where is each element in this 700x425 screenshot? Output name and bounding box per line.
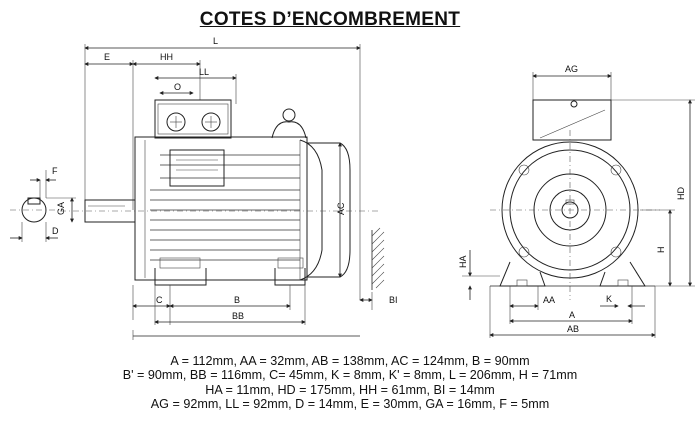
dimension-specs xyxy=(0,354,700,412)
label-aa: AA xyxy=(543,295,556,305)
label-ha: HA xyxy=(458,255,468,268)
page-title: COTES D’ENCOMBREMENT xyxy=(199,9,461,30)
label-ab: AB xyxy=(567,324,580,334)
foot-rear xyxy=(275,268,305,285)
label-c: C xyxy=(156,295,163,305)
spec-line-2: B' = 90mm, BB = 116mm, C= 45mm, K = 8mm, K' = 8mm, L = 206mm, H = 71mm xyxy=(122,368,578,383)
label-k: K xyxy=(606,294,613,304)
label-o: O xyxy=(174,82,182,92)
label-ac: AC xyxy=(336,202,346,215)
label-l: L xyxy=(213,36,219,46)
label-hd: HD xyxy=(676,187,686,200)
shaft-end-detail xyxy=(10,166,76,242)
motor-frame xyxy=(135,137,307,280)
label-bi: BI xyxy=(389,295,398,305)
label-hh: HH xyxy=(160,52,173,62)
label-ga: GA xyxy=(56,201,66,215)
side-view xyxy=(60,36,398,340)
label-d: D xyxy=(52,226,59,236)
label-b: B xyxy=(234,295,241,305)
label-e: E xyxy=(104,52,111,62)
foot-right xyxy=(600,262,645,286)
foot-left xyxy=(500,262,545,286)
label-ll: LL xyxy=(199,67,210,77)
label-ag: AG xyxy=(565,64,579,74)
spec-line-4: AG = 92mm, LL = 92mm, D = 14mm, E = 30mm, GA = 16mm, F = 5mm xyxy=(150,397,550,412)
front-view xyxy=(458,64,695,338)
label-f: F xyxy=(52,166,58,176)
label-h: H xyxy=(656,246,666,253)
label-bb: BB xyxy=(232,311,245,321)
foot-front xyxy=(155,268,206,285)
cooling-fins xyxy=(150,155,300,260)
spec-line-1: A = 112mm, AA = 32mm, AB = 138mm, AC = 124mm, B = 90mm xyxy=(170,354,530,368)
label-a: A xyxy=(569,310,576,320)
spec-line-3: HA = 11mm, HD = 175mm, HH = 61mm, BI = 14mm xyxy=(205,382,495,397)
